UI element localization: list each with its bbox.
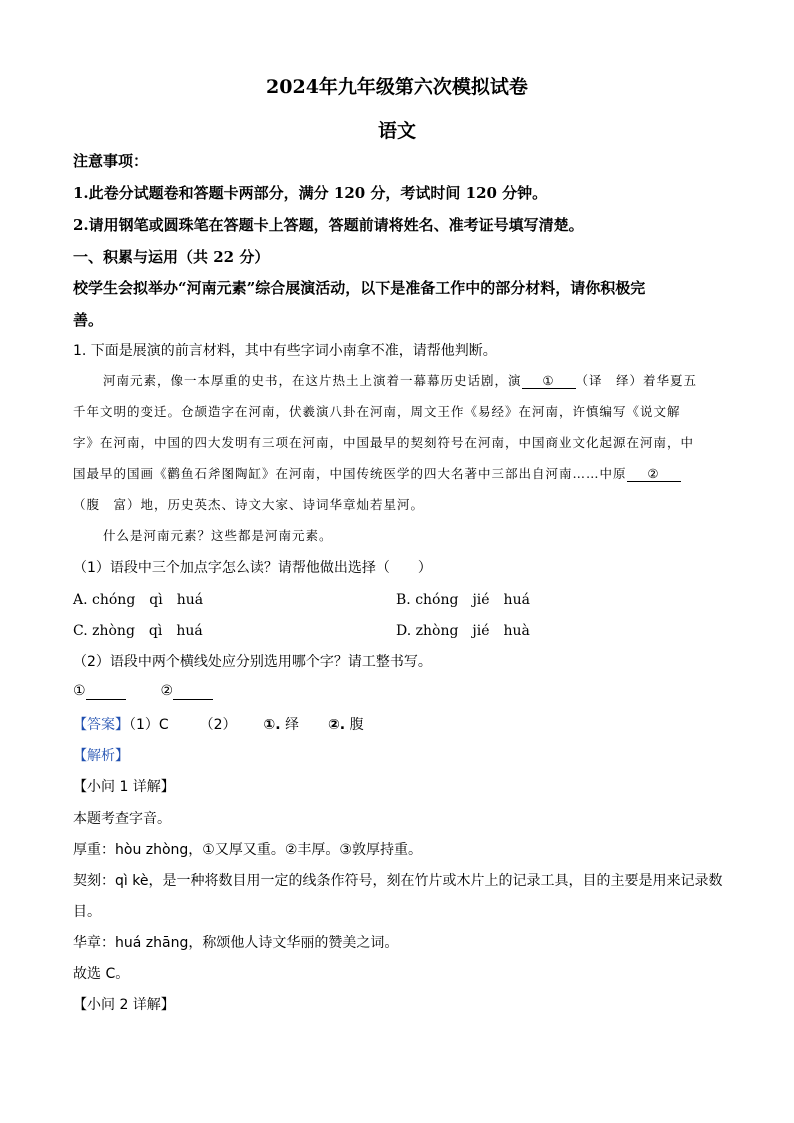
- answer-blank-2[interactable]: [173, 683, 213, 700]
- answer-part-2: （2）: [199, 717, 237, 733]
- analysis-q1-heading: 【小问 1 详解】: [73, 779, 175, 795]
- passage-line-2: 千年文明的变迁。仓颉造字在河南，伏羲演八卦在河南，周文王作《易经》在河南，许慎编写《说文解: [73, 404, 681, 419]
- notes-item-1: 1.此卷分试题卷和答题卡两部分，满分 120 分，考试时间 120 分钟。: [73, 184, 548, 202]
- question-stem: 1. 下面是展演的前言材料，其中有些字词小南拿不准，请帮他判断。: [73, 343, 497, 359]
- answer-line: [73, 714, 364, 734]
- analysis-q2-heading: 【小问 2 详解】: [73, 997, 175, 1013]
- analysis-q1-line6: 故选 C。: [73, 966, 130, 982]
- analysis-q1-line2: 厚重：hòu zhòng，①又厚又重。②丰厚。③敦厚持重。: [73, 842, 422, 858]
- answer-2-number: ②.: [327, 717, 346, 733]
- passage-line-1: [103, 371, 697, 389]
- analysis-q1-line1: 本题考查字音。: [73, 811, 171, 827]
- passage-line-5: （腹 富）地，历史英杰、诗文大家、诗词华章灿若星河。: [73, 497, 425, 512]
- analysis-label: 【解析】: [73, 748, 129, 764]
- answer-1-number: ①.: [263, 717, 281, 733]
- answer-2-text: 腹: [349, 717, 364, 733]
- section-heading: 一、积累与运用（共 22 分）: [73, 248, 270, 266]
- analysis-q1-line5: 华章：huá zhāng，称颂他人诗文华丽的赞美之词。: [73, 935, 399, 951]
- analysis-q1-line3: 契刻：qì kè，是一种将数目用一定的线条作符号，刻在竹片或木片上的记录工具，目的主要是用来记录数: [73, 873, 723, 889]
- passage-line-3: 字》在河南，中国的四大发明有三项在河南，中国最早的契刻符号在河南，中国商业文化起源在河南，中: [73, 435, 695, 450]
- option-d[interactable]: D. zhòng jié huà: [396, 623, 530, 639]
- notes-item-2: 2.请用钢笔或圆珠笔在答题卡上答题，答题前请将姓名、准考证号填写清楚。: [73, 216, 584, 234]
- notes-heading: 注意事项：: [73, 152, 149, 170]
- analysis-q1-line4: 目。: [73, 904, 101, 920]
- passage-text: （译 绎）着华夏五: [575, 373, 698, 388]
- answer-blank-1[interactable]: [86, 683, 126, 700]
- sub-question-2: （2）语段中两个横线处应分别选用哪个字？请工整书写。: [73, 654, 432, 670]
- option-a[interactable]: A. chóng qì huá: [73, 592, 204, 608]
- passage-line-6: 什么是河南元素？这些都是河南元素。: [103, 528, 333, 543]
- passage-text: 国最早的国画《鹳鱼石斧图陶缸》在河南，中国传统医学的四大名著中三部出自河南……中原: [73, 466, 627, 481]
- passage-blank-1: ①: [522, 373, 576, 389]
- section-intro-line1: 校学生会拟举办“河南元素”综合展演活动，以下是准备工作中的部分材料，请你积极完: [73, 279, 646, 297]
- option-b[interactable]: B. chóng jié huá: [396, 592, 530, 608]
- sub-question-2-blanks: [73, 683, 213, 700]
- option-c[interactable]: C. zhòng qì huá: [73, 623, 203, 639]
- answer-part-1: （1）C: [129, 717, 169, 733]
- answer-1-text: 绎: [285, 717, 300, 733]
- sub-question-1: （1）语段中三个加点字怎么读？请帮他做出选择（ ）: [73, 560, 432, 576]
- passage-line-4: [73, 464, 681, 482]
- exam-title: 2024年九年级第六次模拟试卷: [266, 76, 528, 98]
- exam-subject: 语文: [377, 120, 416, 142]
- passage-blank-2: ②: [627, 466, 681, 482]
- passage-text: 河南元素，像一本厚重的史书，在这片热土上演着一幕幕历史话剧，演: [103, 373, 522, 388]
- blank-label-1: ①: [73, 683, 86, 699]
- blank-label-2: ②: [160, 683, 174, 699]
- answer-label: 【答案】: [73, 717, 129, 733]
- section-intro-line2: 善。: [73, 311, 104, 329]
